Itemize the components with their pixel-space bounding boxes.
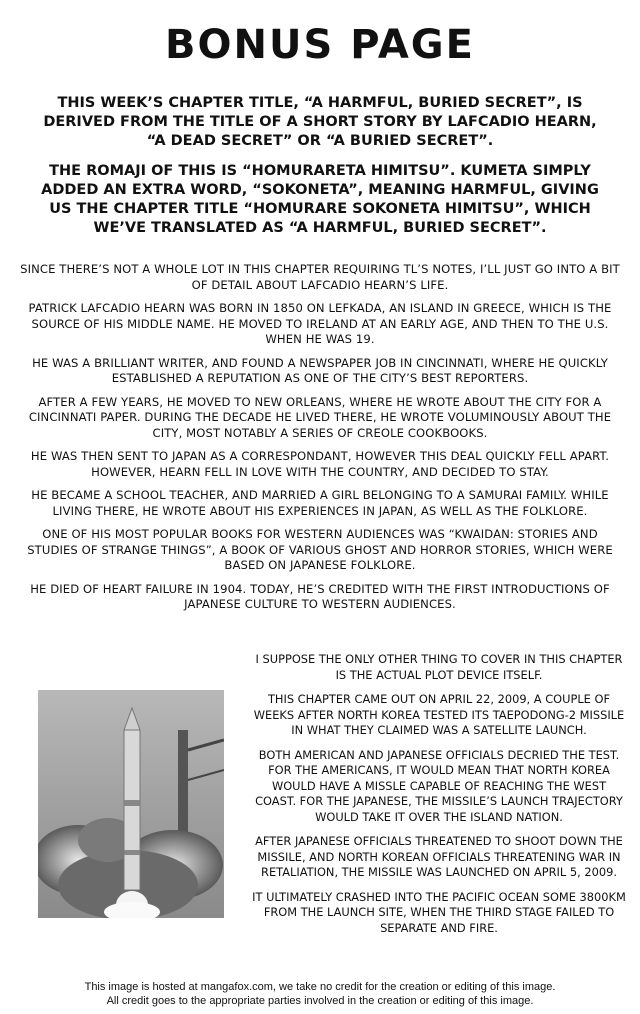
plot-device-notes xyxy=(252,652,626,945)
footer-line: All credit goes to the appropriate parties involved in the creation or editing of this image. xyxy=(106,995,534,1007)
missile-launch-photo xyxy=(38,690,224,918)
note-paragraph: SINCE THERE’S NOT A WHOLE LOT IN THIS CHAPTER REQUIRING TL’S NOTES, I’LL JUST GO INTO A BIT OF DETAIL ABOUT LAFCADIO HEARN’S LIFE. xyxy=(20,262,620,292)
intro-paragraph-2: THE ROMAJI OF THIS IS “HOMURARETA HIMITSU”. KUMETA SIMPLY ADDED AN EXTRA WORD, “SOKONETA”, MEANING HARMFUL, GIVING US THE CHAPTER TITLE “HOMURARE SOKONETA HIMITSU”, WHICH WE’VE TRANSLATED AS “A HARMFUL, BURIED SECRET”. xyxy=(41,163,599,236)
note-paragraph: HE WAS THEN SENT TO JAPAN AS A CORRESPONDANT, HOWEVER THIS DEAL QUICKLY FELL APART. HOWEVER, HEARN FELL IN LOVE WITH THE COUNTRY, AND DECIDED TO STAY. xyxy=(30,449,610,479)
page-title: BONUS PAGE xyxy=(165,22,475,68)
intro-paragraph-1: THIS WEEK’S CHAPTER TITLE, “A HARMFUL, BURIED SECRET”, IS DERIVED FROM THE TITLE OF A SHORT STORY BY LAFCADIO HEARN, “A DEAD SECRET” OR “A BURIED SECRET”. xyxy=(43,95,597,149)
note-paragraph: HE BECAME A SCHOOL TEACHER, AND MARRIED A GIRL BELONGING TO A SAMURAI FAMILY. WHILE LIVING THERE, HE WROTE ABOUT HIS EXPERIENCES IN JAPAN, AS WELL AS THE FOLKLORE. xyxy=(31,488,609,518)
tl-notes xyxy=(18,262,622,621)
hosting-credit-footer xyxy=(0,980,640,1008)
footer-line: This image is hosted at mangafox.com, we take no credit for the creation or editing of this image. xyxy=(84,981,556,993)
missile-launch-illustration xyxy=(38,690,224,918)
note-paragraph: ONE OF HIS MOST POPULAR BOOKS FOR WESTERN AUDIENCES WAS “KWAIDAN: STORIES AND STUDIES OF STRANGE THINGS”, A BOOK OF VARIOUS GHOST AND HORROR STORIES, WHICH WERE BASED ON JAPANESE FOLKLORE. xyxy=(27,527,613,572)
side-paragraph: BOTH AMERICAN AND JAPANESE OFFICIALS DECRIED THE TEST. FOR THE AMERICANS, IT WOULD MEAN THAT NORTH KOREA WOULD HAVE A MISSLE CAPABLE OF REACHING THE WEST COAST. FOR THE JAPANESE, THE MISSILE’S LAUNCH TRAJECTORY WOULD TAKE IT OVER THE ISLAND NATION. xyxy=(255,747,623,824)
side-paragraph: AFTER JAPANESE OFFICIALS THREATENED TO SHOOT DOWN THE MISSILE, AND NORTH KOREAN OFFICIALS THREATENING WAR IN RETALIATION, THE MISSILE WAS LAUNCHED ON APRIL 5, 2009. xyxy=(255,834,623,879)
note-paragraph: HE WAS A BRILLIANT WRITER, AND FOUND A NEWSPAPER JOB IN CINCINNATI, WHERE HE QUICKLY ESTABLISHED A REPUTATION AS ONE OF THE CITY’S BEST REPORTERS. xyxy=(32,355,608,385)
side-paragraph: IT ULTIMATELY CRASHED INTO THE PACIFIC OCEAN SOME 3800KM FROM THE LAUNCH SITE, WHEN THE THIRD STAGE FAILED TO SEPARATE AND FIRE. xyxy=(252,889,626,935)
note-paragraph: AFTER A FEW YEARS, HE MOVED TO NEW ORLEANS, WHERE HE WROTE ABOUT THE CITY FOR A CINCINNATI PAPER. DURING THE DECADE HE LIVED THERE, HE WROTE VOLUMINOUSLY ABOUT THE CITY, MOST NOTABLY A SERIES OF CREOLE COOKBOOKS. xyxy=(28,394,612,440)
note-paragraph: PATRICK LAFCADIO HEARN WAS BORN IN 1850 ON LEFKADA, AN ISLAND IN GREECE, WHICH IS THE SOURCE OF HIS MIDDLE NAME. HE MOVED TO IRELAND AT AN EARLY AGE, AND THEN TO THE U.S. WHEN HE WAS 19. xyxy=(28,301,612,346)
side-paragraph: THIS CHAPTER CAME OUT ON APRIL 22, 2009, A COUPLE OF WEEKS AFTER NORTH KOREA TESTED ITS TAEPODONG-2 MISSILE IN WHAT THEY CLAIMED WAS A SATELLITE LAUNCH. xyxy=(253,692,625,737)
note-paragraph: HE DIED OF HEART FAILURE IN 1904. TODAY, HE’S CREDITED WITH THE FIRST INTRODUCTIONS OF JAPANESE CULTURE TO WESTERN AUDIENCES. xyxy=(30,581,610,611)
side-paragraph: I SUPPOSE THE ONLY OTHER THING TO COVER IN THIS CHAPTER IS THE ACTUAL PLOT DEVICE ITSELF. xyxy=(255,652,623,682)
